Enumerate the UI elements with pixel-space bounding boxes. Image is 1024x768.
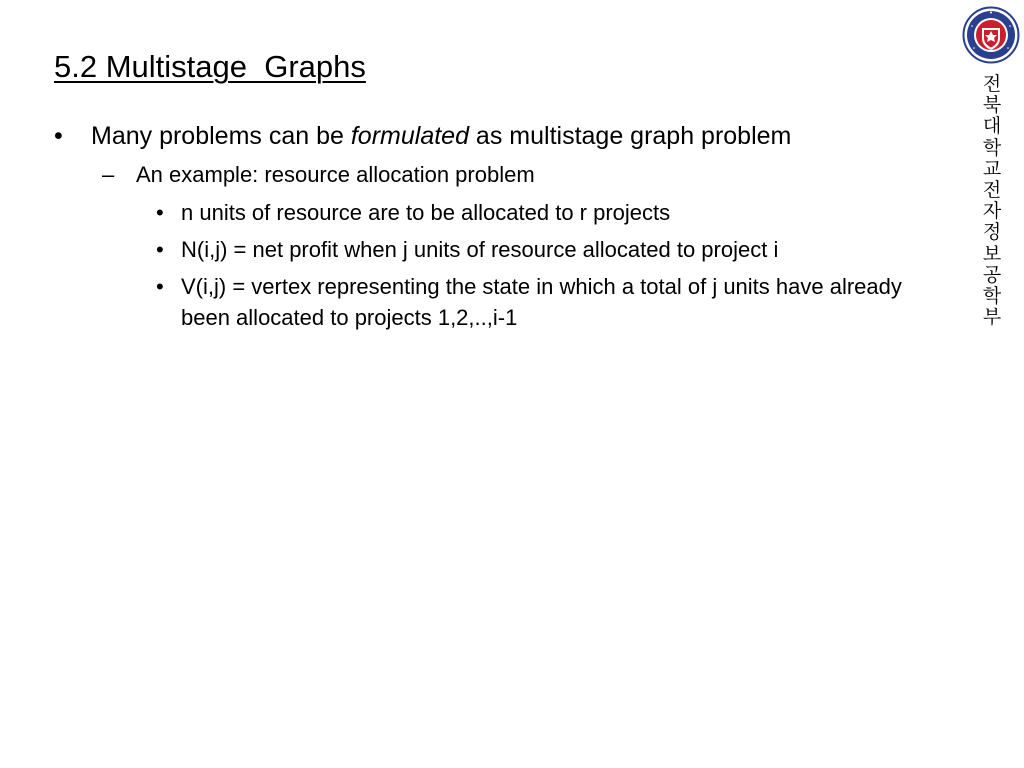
bullet-level3 <box>156 197 941 228</box>
bullet-level2 <box>102 161 535 189</box>
bullet-level1 <box>54 121 791 151</box>
bullet-marker: • <box>156 200 164 225</box>
university-seal-icon <box>962 6 1020 64</box>
bullet-level3 <box>156 234 941 265</box>
bullet-marker: • <box>54 122 63 150</box>
slide-title: 5.2 Multistage Graphs <box>54 49 366 84</box>
bullet-marker: • <box>156 237 164 262</box>
bullet-level3 <box>156 271 941 333</box>
department-vertical-label: 전북대학교 전자정보공학부 <box>982 73 1002 329</box>
bullet-text <box>91 121 791 151</box>
bullet-text-suffix: as multistage graph problem <box>468 122 792 150</box>
bullet-text: V(i,j) = vertex representing the state in which a total of j units have already been allocated to projects 1,2,..,i-1 <box>181 274 902 330</box>
bullet-text: An example: resource allocation problem <box>136 162 535 187</box>
bullet-text: N(i,j) = net profit when j units of resource allocated to project i <box>181 237 779 262</box>
bullet-marker: • <box>156 274 164 299</box>
dash-marker: – <box>102 162 115 187</box>
bullet-text-emphasis: formulated <box>350 122 469 150</box>
bullet-text-prefix: Many problems can be <box>91 122 351 150</box>
bullet-text: n units of resource are to be allocated to r projects <box>181 200 671 225</box>
